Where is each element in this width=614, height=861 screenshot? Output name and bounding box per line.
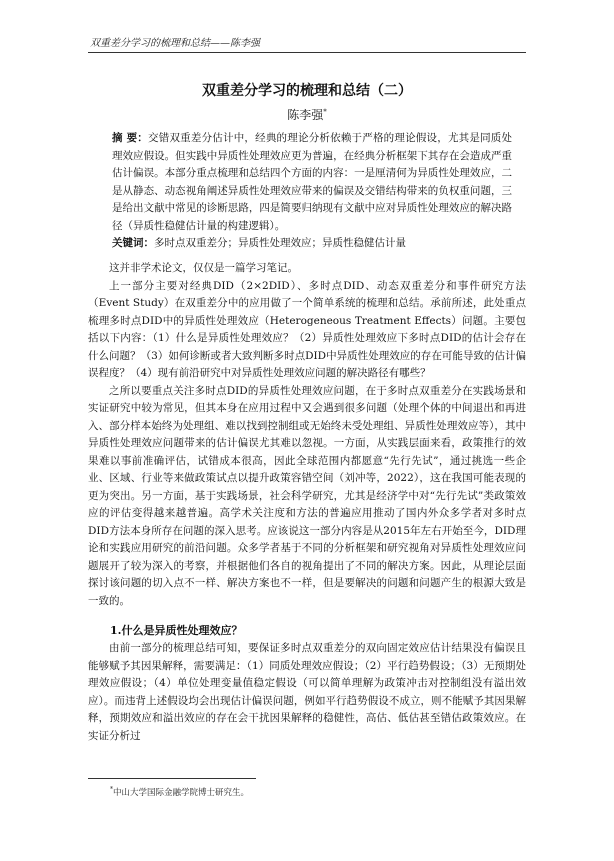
section-heading: 1.什么是异质性处理效应？ xyxy=(110,624,243,637)
footnote-text: 中山大学国际金融学院博士研究生。 xyxy=(113,788,250,798)
abstract xyxy=(112,130,512,236)
body-text xyxy=(88,260,526,745)
author-name: 陈李强 xyxy=(287,108,324,122)
footnote-rule xyxy=(88,778,256,779)
header-rule xyxy=(88,52,526,53)
paragraph: 由前一部分的梳理总结可知，要保证多时点双重差分的双向固定效应估计结果没有偏误且能够赋予其因果解释，需要满足：（1）同质处理效应假设；（2）平行趋势假设；（3）无预期处理效应假设；（4）单位处理变量值稳定假设（可以简单理解为政策冲击对控制组没有溢出效应）。而违背上述假设均会出现估计偏误问题，例如平行趋势假设不成立，则不能赋予其因果解释，预期效应和溢出效应的存在会干扰因果解释的稳健性，高估、低估甚至错估政策效应。在实证分析过 xyxy=(88,642,526,742)
keywords xyxy=(112,235,512,252)
running-header: 双重差分学习的梳理和总结——陈李强 xyxy=(90,38,260,49)
abstract-label: 摘 要： xyxy=(112,132,149,144)
paper-title: 双重差分学习的梳理和总结（二） xyxy=(202,83,412,99)
paragraph: 之所以要重点关注多时点DID的异质性处理效应问题，在于多时点双重差分在实践场景和实证研究中较为常见，但其本身在应用过程中又会遇到很多问题（处理个体的中间退出和再进入、部分样本始终为处理组、难以找到控制组或无始终未受处理组、异质性处理效应等），其中异质性处理效应问题带来的估计偏误尤其难以忽视。一方面，从实践层面来看，政策推行的效果难以事前准确评估，试错成本很高，因此全球范围内都愿意“先行先试”，通过挑选一些企业、区域、行业等来做政策试点以提升政策容错空间（刘冲等，2022），这在我国可能表现的更为突出。另一方面，基于实践场景，社会科学研究，尤其是经济学中对“先行先试”类政策效应的评估变得越来越普遍。高学术关注度和方法的普遍应用推动了国内外众多学者对多时点DID方法本身所存在问题的深入思考。应该说这一部分内容是从2015年左右开始至今，DID理论和实践应用研究的前沿问题。众多学者基于不同的分析框架和研究视角对异质性处理效应问题展开了较为深入的考察，并根据他们各自的视角提出了不同的解决方案。因此，从理论层面探讨该问题的切入点不一样、解决方案也不一样，但是要解决的问题和问题产生的根源大致是一致的。 xyxy=(88,384,526,607)
keywords-text: 多时点双重差分；异质性处理效应；异质性稳健估计量 xyxy=(154,237,406,249)
author-line xyxy=(88,106,526,123)
footnote-mark: * xyxy=(110,786,113,794)
keywords-label: 关键词： xyxy=(112,237,154,249)
paragraph: 这并非学术论文，仅仅是一篇学习笔记。 xyxy=(109,262,298,274)
abstract-text: 交错双重差分估计中，经典的理论分析依赖于严格的理论假设，尤其是同质处理效应假设。但实践中异质性处理效应更为普遍，在经典分析框架下其存在会造成严重估计偏误。本部分重点梳理和总结四个方面的内容：一是厘清何为异质性处理效应，二是从静态、动态视角阐述异质性处理效应带来的偏误及交错结构带来的负权重问题，三是给出文献中常见的诊断思路，四是简要归纳现有文献中应对异质性处理效应的解决路径（异质性稳健估计量的构建逻辑）。 xyxy=(112,132,513,232)
paragraph: 上一部分主要对经典DID（2×2DID）、多时点DID、动态双重差分和事件研究方法（Event Study）在双重差分中的应用做了一个简单系统的梳理和总结。承前所述，此处重点梳理多时点DID中的异质性处理效应（Heterogeneous Treatment Effects）问题。主要包括以下内容：（1）什么是异质性处理效应？（2）异质性处理效应下多时点DID的估计会存在什么问题？（3）如何诊断或者大致判断多时点DID中异质性处理效应的存在可能导致的估计偏误程度？（4）现有前沿研究中对异质性处理效应问题的解决路径有哪些？ xyxy=(88,279,526,379)
footnote xyxy=(110,786,249,798)
author-footnote-mark: * xyxy=(323,108,327,116)
